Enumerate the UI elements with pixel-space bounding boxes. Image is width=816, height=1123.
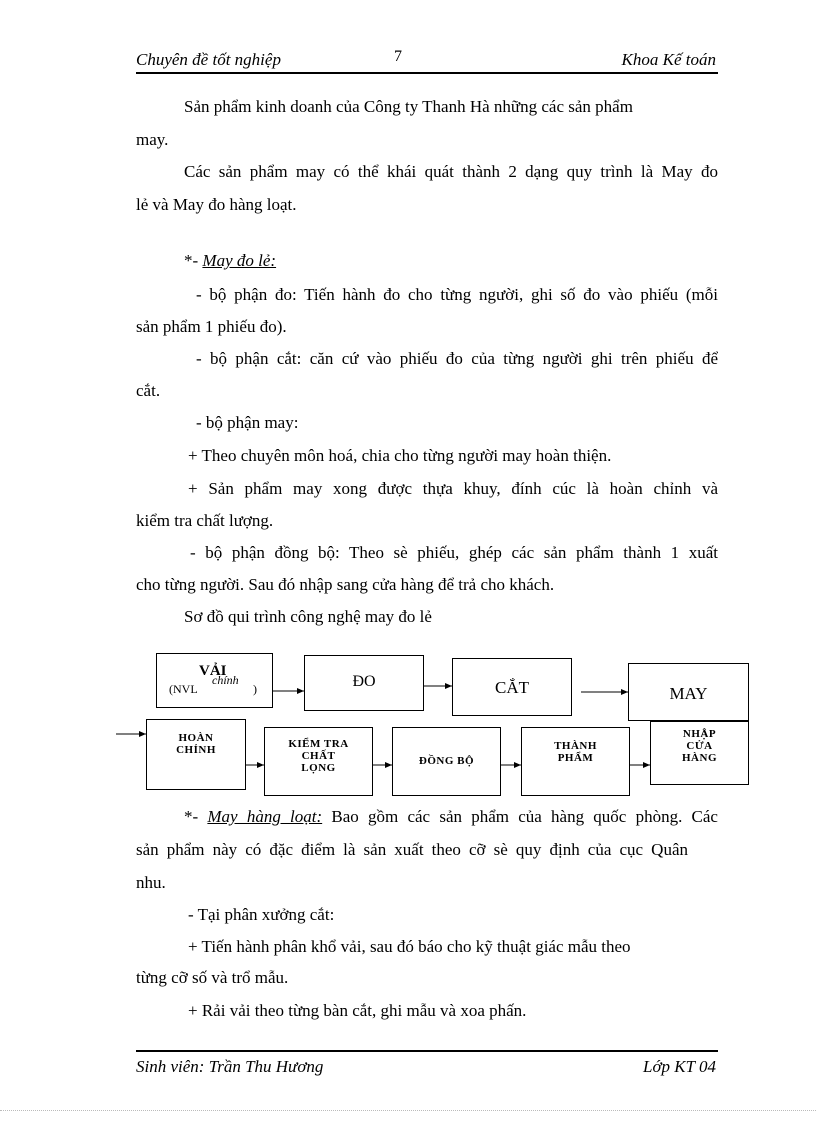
bo-phan-may: - bộ phận may: [196,413,299,432]
header-course: Chuyên đề tốt nghiệp [136,50,281,69]
box-nhap-line-3: HÀNG [682,752,717,764]
section-1-prefix: *- [184,251,203,270]
box-kiem-tra-line-3: LỌNG [301,762,336,774]
plus-item-1: + Theo chuyên môn hoá, chia cho từng người may hoàn thiện. [188,446,612,465]
section-may-hang-loat-line-1 [184,807,718,827]
footer-student: Sinh viên: Trần Thu Hương [136,1057,324,1076]
box-thanh-pham [521,727,630,796]
box-may [628,663,749,721]
box-vai-nvl: (NVL [169,682,198,696]
box-thanh-pham-line-2: PHẨM [557,752,594,764]
section-1-title: May đo lẻ: [202,251,277,270]
footer-class: Lớp KT 04 [642,1057,716,1076]
plus-item-2-line-2: kiểm tra chất lượng. [136,511,274,530]
xuong-cat: - Tại phân xưởng cắt: [188,905,335,924]
plus-item-3-line-1: + Tiến hành phân khổ vải, sau đó báo cho kỹ thuật giác mẫu theo [188,937,631,956]
box-vai-close: ) [253,682,257,696]
page-footer [136,1050,718,1078]
bo-phan-dong-bo-line-2: cho từng người. Sau đó nhập sang cửa hàng để trả cho khách. [136,575,555,594]
diagram-caption: Sơ đồ qui trình công nghệ may đo lẻ [184,607,432,626]
box-cat [452,658,572,716]
paragraph-2-line-1: Các sản phẩm may có thể khái quát thành 2 dạng quy trình là May đo [184,162,718,181]
box-thanh-pham-line-1: THÀNH [554,740,597,752]
header-page-number: 7 [394,48,402,65]
box-do-label: ĐO [352,673,376,690]
bo-phan-dong-bo-line-1: - bộ phận đồng bộ: Theo sè phiếu, ghép các sản phẩm thành 1 xuất [190,543,718,562]
box-hoan-chinh-line-1: HOÀN [178,732,214,744]
paragraph-1-line-2: may. [136,130,169,149]
header-department: Khoa Kế toán [621,50,716,69]
box-dong-bo-label: ĐỒNG BỘ [418,755,475,767]
box-nhap-line-2: CỬA [686,740,713,752]
box-nhap-line-1: NHẬP [682,728,717,740]
box-vai-label: VẢI [199,663,227,679]
box-cat-label: CẮT [495,678,529,697]
plus-item-3-line-2: từng cỡ số và trổ mẫu. [136,968,289,987]
box-hoan-chinh [146,719,246,790]
bo-phan-do-line-1: - bộ phận đo: Tiến hành đo cho từng người, ghi số đo vào phiếu (mỗi [196,285,718,304]
plus-item-2-line-1: + Sản phẩm may xong được thựa khuy, đính cúc là hoàn chỉnh và [188,479,718,498]
page-bottom-divider [0,1110,816,1111]
bo-phan-cat-line-1: - bộ phận cắt: căn cứ vào phiếu đo của từng người ghi trên phiếu để [196,349,718,368]
section-2-prefix: *- [184,807,208,826]
paragraph-1-line-1: Sản phẩm kinh doanh của Công ty Thanh Hà những các sản phẩm [184,97,633,116]
section-2-line-2: sản phẩm này có đặc điểm là sản xuất theo cỡ sè quy định của cục Quân [136,840,688,859]
box-hoan-chinh-line-2: CHỈNH [176,744,216,756]
box-vai-nvl-chinh [156,653,273,708]
box-nhap-cua-hang [650,721,749,785]
box-vai-chinh: chính [212,673,239,687]
box-do [304,655,424,711]
box-kiem-tra-line-1: KIỂM TRA [288,738,349,750]
box-may-label: MAY [669,684,708,703]
box-kiem-tra-line-2: CHẤT [301,750,336,762]
section-2-title: May hàng loạt: [207,807,323,826]
paragraph-2-line-2: lẻ và May đo hàng loạt. [136,195,297,214]
section-2-line-1-rest: Bao gồm các sản phẩm của hàng quốc phòng. Các [322,807,718,826]
bo-phan-do-line-2: sản phẩm 1 phiếu đo). [136,317,287,336]
box-dong-bo [392,727,501,796]
box-kiem-tra-chat-luong [264,727,373,796]
bo-phan-cat-line-2: cắt. [136,381,161,400]
section-2-line-3: nhu. [136,873,166,892]
plus-item-4: + Rải vải theo từng bàn cắt, ghi mẫu và xoa phấn. [188,1001,527,1020]
